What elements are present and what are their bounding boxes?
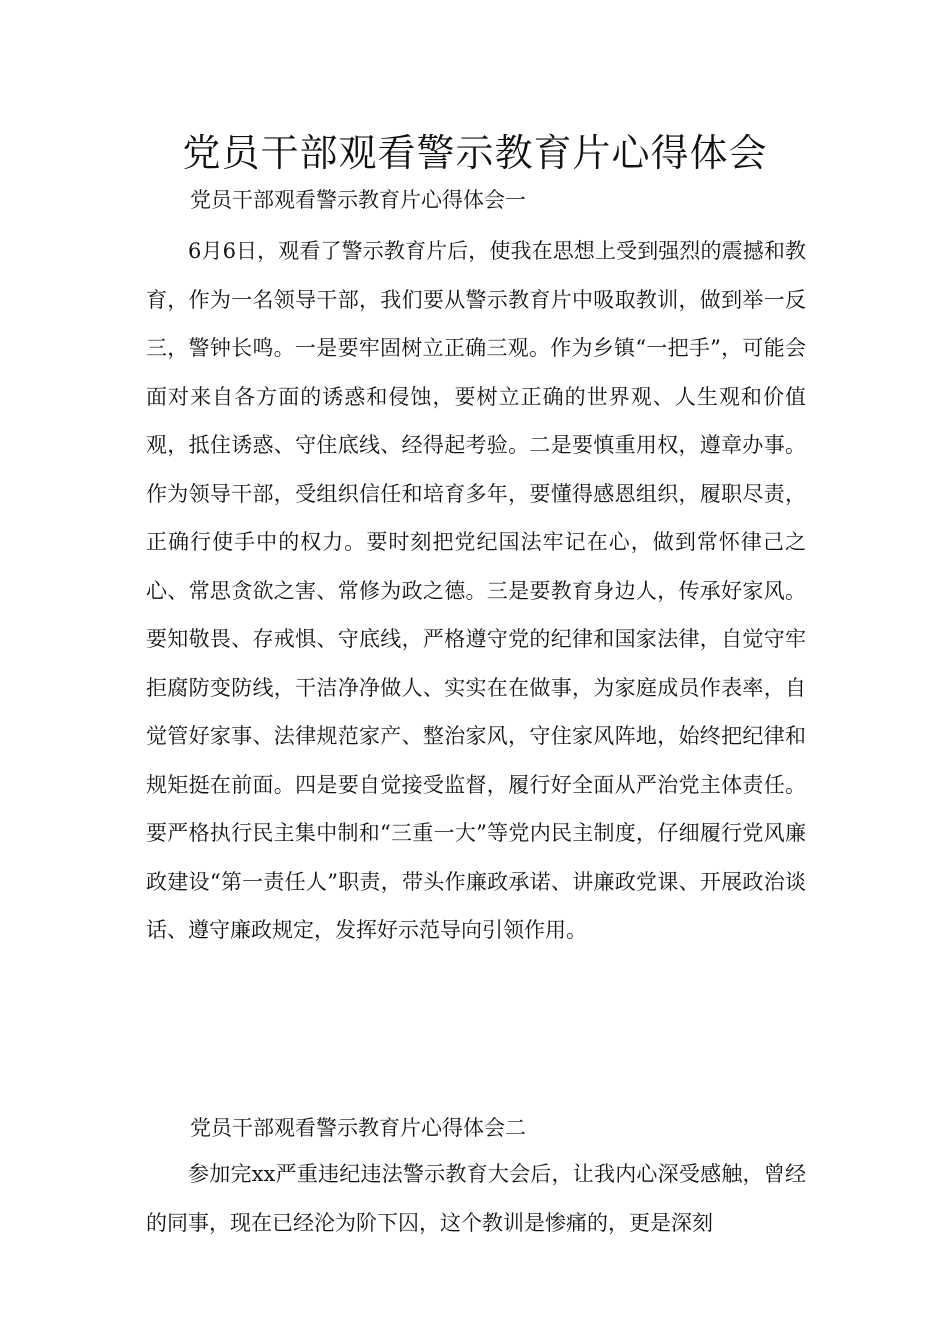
section-paragraph-1: 6月6日，观看了警示教育片后，使我在思想上受到强烈的震撼和教育，作为一名领导干部，我们要从警示教育片中吸取教训，做到举一反三，警钟长鸣。一是要牢固树立正确三观。作为乡镇“一把手”，可能会面对来自各方面的诱惑和侵蚀，要树立正确的世界观、人生观和价值观，抵住诱惑、守住底线、经得起考验。二是要慎重用权，遵章办事。作为领导干部，受组织信任和培育多年，要懂得感恩组织，履职尽责，正确行使手中的权力。要时刻把党纪国法牢记在心，做到常怀律己之心、常思贪欲之害、常修为政之德。三是要教育身边人，传承好家风。要知敬畏、存戒惧、守底线，严格遵守党的纪律和国家法律，自觉守牢拒腐防变防线，干洁净净做人、实实在在做事，为家庭成员作表率，自觉管好家事、法律规范家产、整治家风，守住家风阵地，始终把纪律和规矩挺在前面。四是要自觉接受监督，履行好全面从严治党主体责任。要严格执行民主集中制和“三重一大”等党内民主制度，仔细履行党风廉政建设“第一责任人”职责，带头作廉政承诺、讲廉政党课、开展政治谈话、遵守廉政规定，发挥好示范导向引领作用。 — [146, 239, 806, 942]
section-heading-1: 党员干部观看警示教育片心得体会一 — [190, 188, 526, 212]
document-title: 党员干部观看警示教育片心得体会 — [182, 131, 768, 175]
section-heading-2: 党员干部观看警示教育片心得体会二 — [190, 1116, 526, 1140]
section-paragraph-2: 参加完xx严重违纪违法警示教育大会后，让我内心深受感触，曾经的同事，现在已经沦为阶下囚，这个教训是惨痛的，更是深刻 — [146, 1162, 806, 1235]
